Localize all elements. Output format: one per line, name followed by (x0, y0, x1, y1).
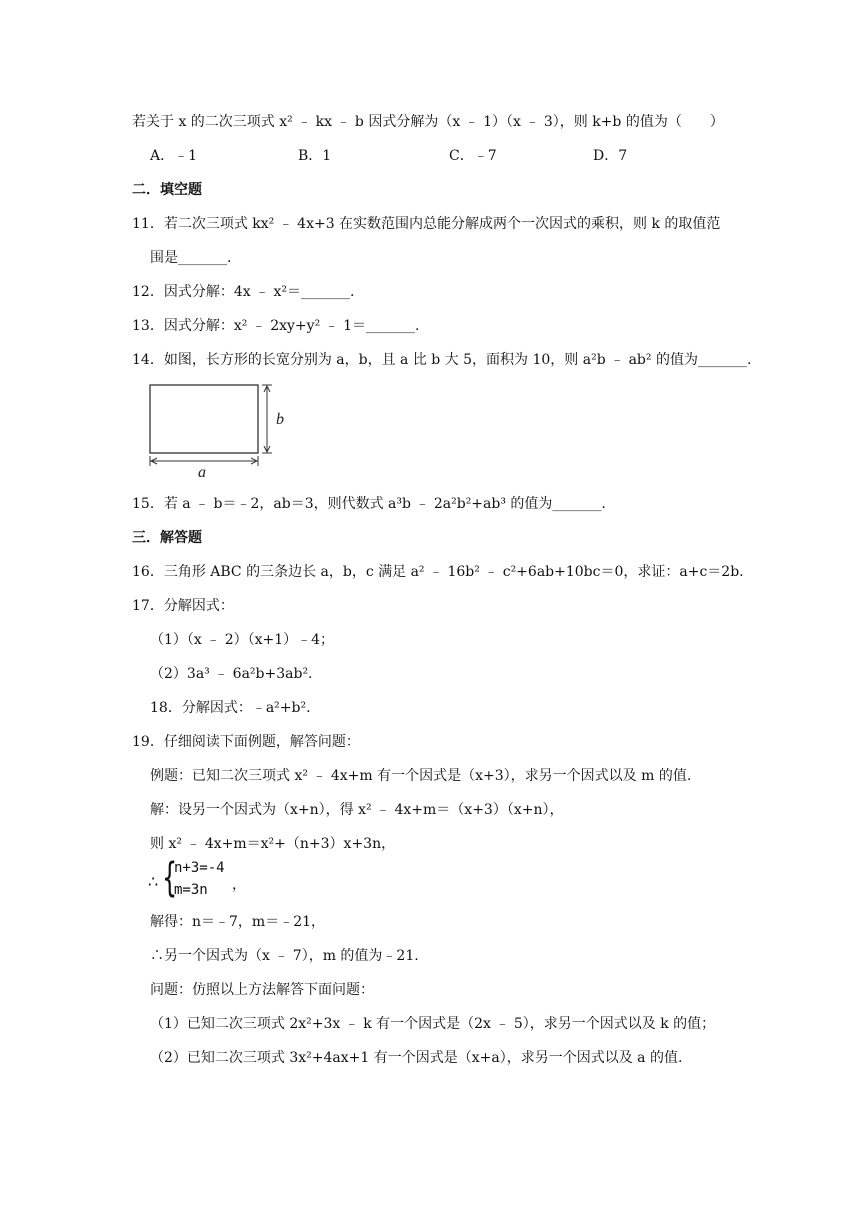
question-13: 13．因式分解：x² ﹣ 2xy+y² ﹣ 1＝_______. (132, 318, 420, 334)
rectangle-shape (150, 385, 258, 453)
label-a: a (198, 464, 206, 480)
question-19-part2: （2）已知二次三项式 3x²+4ax+1 有一个因式是（x+a），求另一个因式以及 a 的值. (150, 1050, 683, 1066)
question-19-part1: （1）已知二次三项式 2x²+3x ﹣ k 有一个因式是（2x ﹣ 5），求另一个因式以及 k 的值； (150, 1016, 716, 1032)
system-equation-1: n+3=-4 (174, 860, 225, 876)
question-19-solution-4: ∴另一个因式为（x ﹣ 7），m 的值为﹣21. (150, 948, 419, 964)
option-c: C．﹣7 (449, 148, 497, 164)
option-b: B．1 (298, 148, 332, 164)
system-equation-2: m=3n (174, 882, 208, 898)
option-a: A．﹣1 (150, 148, 198, 164)
question-11-line2: 围是_______. (150, 250, 232, 266)
question-19-title: 19．仔细阅读下面例题，解答问题： (132, 734, 360, 750)
rectangle-figure (140, 380, 285, 480)
question-19-solution-3: 解得：n＝﹣7，m＝﹣21， (150, 914, 326, 930)
question-10: 若关于 x 的二次三项式 x² ﹣ kx ﹣ b 因式分解为（x ﹣ 1）（x ﹣ 3），则 k+b 的值为（ ） (132, 114, 724, 130)
question-17-part1: （1）（x ﹣ 2）（x+1）﹣4； (150, 632, 335, 648)
question-16: 16．三角形 ABC 的三条边长 a，b，c 满足 a² ﹣ 16b² ﹣ c²+6ab+10bc＝0，求证：a+c＝2b. (132, 564, 744, 580)
section-heading-answer: 三．解答题 (132, 530, 202, 546)
section-heading-fill-in: 二．填空题 (132, 182, 202, 198)
equation-system (148, 855, 248, 904)
therefore-symbol: ∴ (148, 872, 159, 891)
question-18: 18．分解因式：﹣a²+b². (150, 700, 311, 716)
question-19-example: 例题：已知二次三项式 x² ﹣ 4x+m 有一个因式是（x+3），求另一个因式以及 m 的值. (150, 768, 692, 784)
question-19-solution-2: 则 x² ﹣ 4x+m＝x²+（n+3）x+3n， (150, 836, 396, 852)
question-19-question: 问题：仿照以上方法解答下面问题： (150, 982, 374, 998)
question-17-title: 17．分解因式： (132, 598, 234, 614)
question-12: 12．因式分解：4x ﹣ x²＝_______. (132, 284, 355, 300)
question-17-part2: （2）3a³ ﹣ 6a²b+3ab². (150, 666, 313, 682)
label-b: b (276, 411, 284, 428)
question-11-line1: 11．若二次三项式 kx² ﹣ 4x+3 在实数范围内总能分解成两个一次因式的乘积，则 k 的取值范 (132, 216, 721, 232)
question-14: 14．如图，长方形的长宽分别为 a，b，且 a 比 b 大 5，面积为 10，则 a²b ﹣ ab² 的值为_______. (132, 352, 752, 368)
system-comma: ， (232, 877, 246, 893)
option-d: D．7 (593, 148, 628, 164)
brace-icon: { (162, 855, 178, 901)
question-19-solution-1: 解：设另一个因式为（x+n），得 x² ﹣ 4x+m＝（x+3）（x+n）， (150, 802, 564, 818)
question-15: 15．若 a ﹣ b＝﹣2，ab＝3，则代数式 a³b ﹣ 2a²b²+ab³ 的值为_______. (132, 496, 606, 512)
